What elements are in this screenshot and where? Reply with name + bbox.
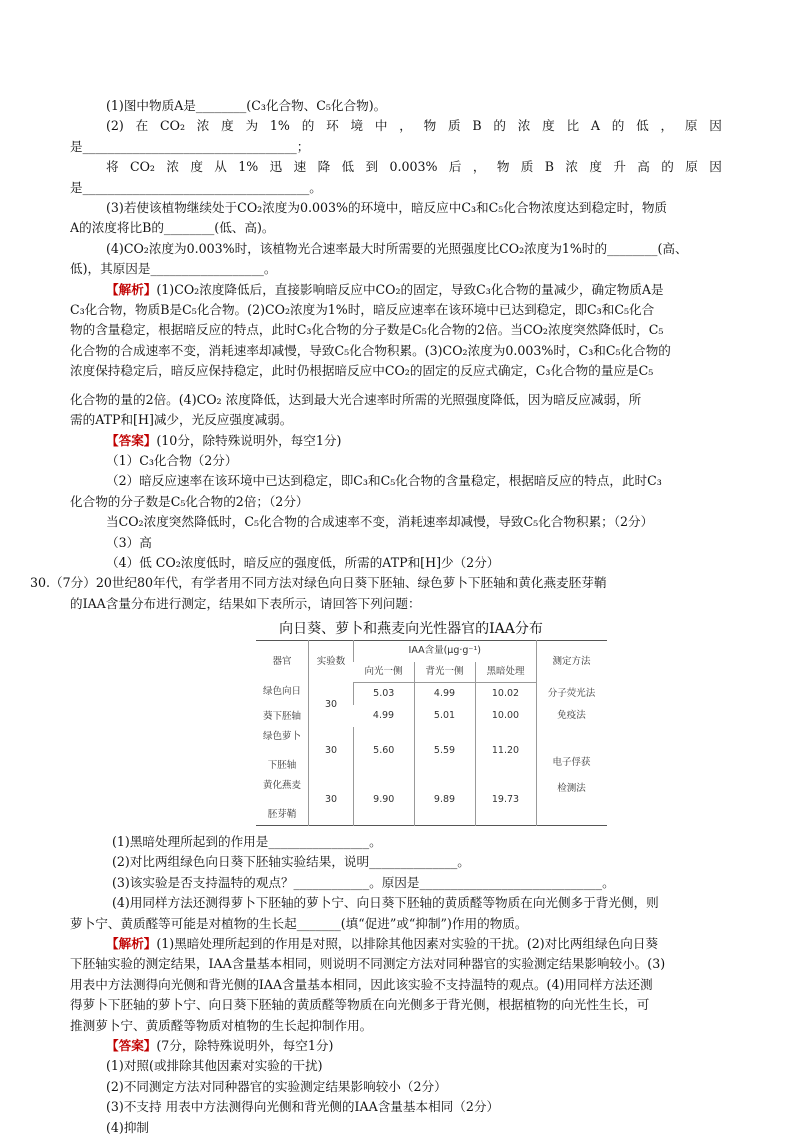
organ-line1: 绿色萝卜 (262, 731, 301, 743)
justified-word: 速 (293, 159, 307, 175)
q30-analysis-line5: 推测萝卜宁、黄质醛等物质对植物的生长起抑制作用。 (70, 1017, 373, 1033)
justified-word: 1% (269, 118, 290, 134)
method-line1: 电子俘获 (552, 756, 591, 768)
justified-word: CO₂ (129, 159, 155, 175)
cell-organ (256, 776, 309, 825)
q30-answer-3: (3)不支持 用表中方法测得向光侧和背光侧的IAA含量基本相同（2分） (106, 1099, 500, 1115)
table-title: 向日葵、萝卜和燕麦向光性器官的IAA分布 (279, 621, 543, 638)
analysis-text: (1)CO₂浓度降低后，直接影响暗反应中CO₂的固定，导致C₃化合物的量减少，确定物质A是 (156, 281, 664, 297)
justified-word: 度 (542, 118, 555, 134)
col-method: 测定方法 (536, 641, 607, 683)
justified-word: 浓 (517, 118, 531, 134)
analysis-tag: 【解析】 (106, 281, 157, 297)
analysis-text: (1)黑暗处理所起到的作用是对照，以排除其他因素对实验的干扰。(2)对比两组绿色向日葵 (156, 935, 659, 951)
q30-intro-line2: 的IAA含量分布进行测定，结果如下表所示，请回答下列问题： (70, 595, 421, 611)
q29-part2-line1-tail: 是__________________________________； (70, 138, 310, 154)
justified-word: 1% (238, 159, 259, 175)
q30-part4-line2: 萝卜宁、黄质醛等可能是对植物的生长起_______(填“促进”或“抑制”)作用的物质。 (70, 915, 528, 931)
justified-word: 因 (709, 159, 722, 175)
justified-word: 度 (221, 118, 234, 134)
q30-part3: (3)该实验是否支持温特的观点？____________。原因是_____________________________。 (112, 874, 615, 890)
cell-method: 分子荧光法 (536, 682, 607, 705)
justified-word: 质 (520, 159, 534, 175)
q30-intro-line1: 30.（7分）20世纪80年代，有学者用不同方法对绿色向日葵下胚轴、绿色萝卜下胚轴和黄化燕麦胚芽鞘 (30, 575, 607, 591)
justified-word: 质 (447, 118, 461, 134)
justified-word: 物 (423, 118, 437, 134)
q29-analysis-line1 (70, 280, 722, 300)
q29-part1: (1)图中物质A是________(C₃化合物、C₅化合物)。 (106, 98, 387, 113)
q29-answer-head (70, 431, 722, 451)
cell-back: 9.89 (414, 776, 475, 825)
justified-word: 将 (106, 159, 119, 175)
justified-word: 的 (493, 118, 506, 134)
justified-word: 浓 (166, 159, 179, 175)
justified-word: 为 (245, 118, 259, 134)
justified-word: 境 (350, 118, 364, 134)
justified-word: 低 (636, 118, 649, 134)
cell-count: 30 (309, 727, 354, 776)
justified-word: ， (472, 159, 486, 175)
cell-organ (256, 727, 309, 776)
cell-light: 9.90 (354, 776, 415, 825)
q30-part4-line1: (4)用同样方法还测得萝卜下胚轴的萝卜宁、向日葵下胚轴的黄质醛等物质在向光侧多于背光侧，则 (112, 895, 659, 911)
cell-light: 4.99 (372, 710, 395, 721)
q29-answer-2c: 当CO₂浓度突然降低时，C₅化合物的合成速率不变，消耗速率却减慢，导致C₅化合物积累；（2分） (106, 514, 654, 530)
justified-word: 高 (637, 159, 650, 175)
organ-line2: 葵下胚轴 (262, 710, 301, 722)
iaa-table (256, 640, 607, 826)
justified-word: B (472, 118, 482, 134)
q30-answer-2: (2)不同测定方法对同种器官的实验测定结果影响较小（2分） (106, 1078, 447, 1094)
justified-word: 迅 (269, 159, 283, 175)
justified-word: 中 (374, 118, 388, 134)
justified-word: 的 (611, 118, 625, 134)
justified-word: 比 (566, 118, 580, 134)
justified-word: 浓 (565, 159, 578, 175)
justified-word: 度 (589, 159, 602, 175)
q30-answer-4: (4)抑制 (106, 1119, 150, 1135)
justified-word: ， (660, 118, 674, 134)
organ-line1: 黄化燕麦 (262, 780, 301, 792)
q29-analysis-line5: 浓度保持稳定后，暗反应保持稳定，此时仍根据暗反应中CO₂的固定的反应式确定，C₃化合物的量应是C₅ (70, 363, 654, 379)
q29-answer-4: （4）低 CO₂浓度低时，暗反应的强度低，所需的ATP和[H]少（2分） (106, 554, 500, 570)
justified-word: 原 (685, 159, 698, 175)
q30-analysis-line1 (70, 934, 722, 954)
justified-word: B (544, 159, 555, 175)
justified-word: 后 (448, 159, 462, 175)
q30-answer-1: (1)对照(或排除其他因素对实验的干扰) (106, 1058, 323, 1074)
col-count: 实验数 (309, 641, 354, 683)
q30-part1: (1)黑暗处理所起到的作用是________________。 (112, 833, 382, 849)
cell-back: 4.99 (414, 682, 475, 705)
justified-word: 的 (661, 159, 674, 175)
q29-analysis-line7: 需的ATP和[H]减少，光反应强度减弱。 (70, 412, 293, 428)
q29-analysis-line2: C₃化合物，物质B是C₅化合物。(2)CO₂浓度为1%时，暗反应速率在该环境中已达到稳定，即C₃和C₅化合 (70, 302, 655, 318)
justified-word: 降 (317, 159, 331, 175)
q30-analysis-line4: 得萝卜下胚轴的萝卜宁、向日葵下胚轴的黄质醛等物质在向光侧多于背光侧，根据植物的向光性生长，可 (70, 997, 650, 1013)
cell-light: 5.60 (354, 727, 415, 776)
justified-word: A (590, 118, 600, 134)
q29-part2-line1 (70, 116, 722, 136)
justified-word: 低 (341, 159, 355, 175)
justified-word: 的 (301, 118, 315, 134)
justified-word: 度 (190, 159, 203, 175)
table-row (256, 727, 607, 776)
q29-part2-line2-tail: 是____________________________________。 (70, 179, 322, 195)
col-dark: 黑暗处理 (475, 662, 536, 683)
cell-method-shared (536, 727, 607, 825)
col-light: 向光一侧 (354, 662, 415, 683)
col-organ: 器官 (272, 655, 292, 667)
answer-tag: 【答案】 (106, 432, 157, 448)
justified-word: 因 (709, 118, 722, 134)
q29-answer-3: （3）高 (106, 534, 152, 550)
justified-word: 从 (214, 159, 227, 175)
cell-organ (256, 682, 309, 727)
justified-word: 升 (613, 159, 626, 175)
answer-head-text: (7分，除特殊说明外，每空1分) (156, 1037, 334, 1053)
q29-part4-line2: 低)，其原因是__________________。 (70, 261, 277, 277)
cell-count: 30 (309, 776, 354, 825)
cell-light: 5.03 (354, 682, 415, 705)
cell-back: 5.01 (414, 705, 475, 727)
q29-answer-2a: （2）暗反应速率在该环境中已达到稳定，即C₃和C₅化合物的含量稳定，根据暗反应的特点，此时C₃ (106, 473, 662, 489)
q29-analysis-line3: 物的含量稳定，根据暗反应的特点，此时C₃化合物的分子数是C₅化合物的2倍。当CO₂浓度突然降低时，C₅ (70, 322, 664, 338)
justified-word: (2) (106, 118, 124, 134)
organ-line2: 下胚轴 (267, 759, 297, 771)
q29-answer-2b: 化合物的分子数是C₅化合物的2倍；（2分） (70, 493, 309, 509)
justified-word: ， (399, 118, 412, 134)
organ-line2: 胚芽鞘 (267, 808, 297, 820)
q29-part3-line1: (3)若使该植物继续处于CO₂浓度为0.003%的环境中，暗反应中C₃和C₅化合物浓度达到稳定时，物质 (106, 200, 668, 216)
cell-dark: 19.73 (475, 776, 536, 825)
col-back: 背光一侧 (414, 662, 475, 683)
organ-line1: 绿色向日 (262, 686, 301, 698)
cell-count: 30 (309, 682, 354, 727)
justified-word: 0.003% (389, 159, 438, 175)
q29-analysis-line4: 化合物的合成速率不变，消耗速率却减慢，导致C₅化合物积累。(3)CO₂浓度为0.003%时，C₃和C₅化合物的 (70, 342, 671, 358)
answer-tag: 【答案】 (106, 1037, 157, 1053)
q29-answer-1: （1）C₃化合物（2分） (106, 452, 238, 468)
q29-part3-line2: A的浓度将比B的________(低、高)。 (70, 220, 275, 236)
cell-dark: 11.20 (475, 727, 536, 776)
answer-head-text: (10分，除特殊说明外，每空1分) (156, 432, 342, 448)
justified-word: 物 (496, 159, 510, 175)
q30-part2: (2)对比两组绿色向日葵下胚轴实验结果，说明______________。 (112, 854, 470, 870)
q30-analysis-line3: 用表中方法测得向光侧和背光侧的IAA含量基本相同，因此该实验不支持温特的观点。(4)用同样方法还测 (70, 976, 653, 992)
cell-dark: 10.02 (475, 682, 536, 705)
justified-word: 到 (365, 159, 379, 175)
q30-analysis-line2: 下胚轴实验的测定结果，IAA含量基本相同，则说明不同测定方法对同种器官的实验测定结果影响较小。(3) (70, 956, 666, 972)
justified-word: CO₂ (160, 118, 186, 134)
table-row (256, 682, 607, 705)
justified-word: 浓 (196, 118, 210, 134)
analysis-tag: 【解析】 (106, 935, 157, 951)
justified-word: 在 (135, 118, 149, 134)
q29-part4-line1: (4)CO₂浓度为0.003%时，该植物光合速率最大时所需要的光照强度比CO₂浓度为1%时的________(高、 (106, 240, 688, 256)
page-body (30, 96, 722, 1138)
cell-back: 5.59 (414, 727, 475, 776)
justified-word: 环 (326, 118, 339, 134)
q30-answer-head (70, 1036, 722, 1056)
q29-analysis-line6: 化合物的量的2倍。(4)CO₂ 浓度降低，达到最大光合速率时所需的光照强度降低，因为暗反应减弱，所 (70, 391, 642, 407)
cell-dark: 10.00 (475, 705, 536, 727)
cell-method: 免疫法 (536, 705, 607, 727)
justified-word: 原 (684, 118, 698, 134)
q29-part2-line2 (70, 157, 722, 177)
col-iaa: IAA含量(μg·g⁻¹) (354, 641, 537, 662)
iaa-table-block (70, 618, 722, 826)
method-line2: 检测法 (557, 783, 586, 795)
